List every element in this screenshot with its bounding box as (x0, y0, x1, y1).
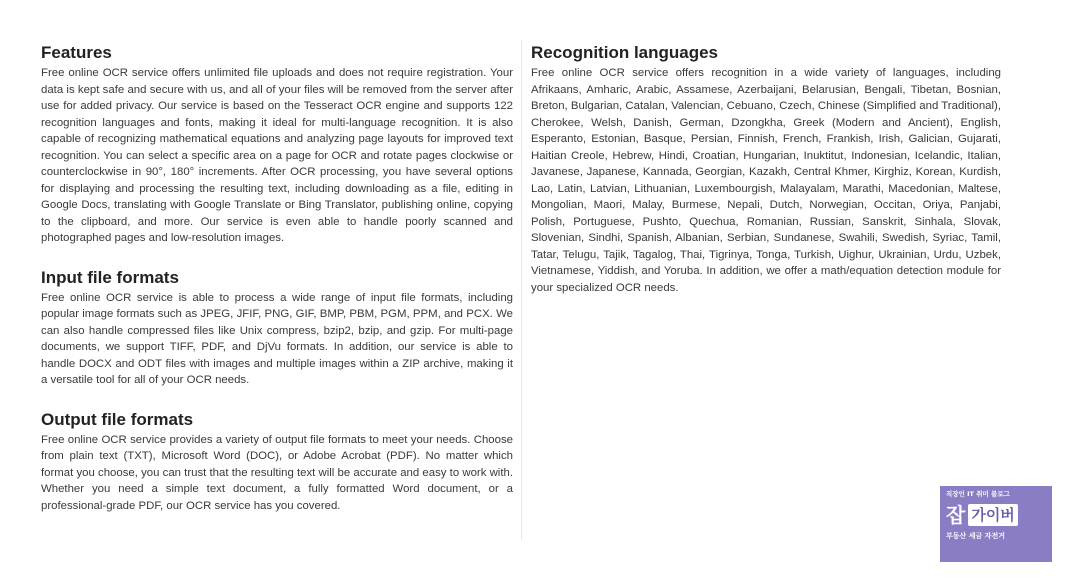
features-section (41, 42, 513, 247)
output-formats-section (41, 409, 513, 515)
output-formats-heading: Output file formats (41, 409, 194, 429)
input-formats-text: Free online OCR service is able to process a wide range of input file formats, including popular image formats such as JPEG, JFIF, PNG, GIF, BMP, PBM, PGM, PPM, and PCX. We can also handle compressed files like Unix compress, bzip2, bzip, and gzip. For multi-page documents, we support TIFF, PDF, and DjVu formats. In addition, our service is able to handle DOCX and ODT files with images and multiple images within a ZIP archive, making it a versatile tool for all of your OCR needs. (41, 291, 513, 386)
left-column (41, 42, 513, 534)
input-formats-heading: Input file formats (41, 267, 179, 287)
recognition-languages-text: Free online OCR service offers recognition in a wide variety of languages, including Afrikaans, Amharic, Arabic, Assamese, Azerbaijani, Belarusian, Bengali, Tibetan, Bosnian, Breton, Bulgarian, Catalan, Valencian, Cebuano, Czech, Chinese (Simplified and Traditional), Cherokee, Welsh, Danish, German, Dzongkha, Greek (Modern and Ancient), English, Esperanto, Estonian, Basque, Persian, Finnish, French, Frankish, Irish, Galician, Gujarati, Haitian Creole, Hebrew, Hindi, Croatian, Hungarian, Inuktitut, Indonesian, Icelandic, Italian, Javanese, Japanese, Kannada, Georgian, Kazakh, Central Khmer, Kirghiz, Korean, Kurdish, Lao, Latin, Latvian, Lithuanian, Luxembourgish, Malayalam, Marathi, Macedonian, Maltese, Mongolian, Maori, Malay, Burmese, Nepali, Dutch, Norwegian, Occitan, Oriya, Panjabi, Polish, Portuguese, Pushto, Quechua, Romanian, Russian, Sanskrit, Sinhala, Slovak, Slovenian, Sindhi, Spanish, Albanian, Serbian, Sundanese, Swahili, Swedish, Syriac, Tamil, Tatar, Telugu, Tajik, Tagalog, Thai, Tigrinya, Tonga, Turkish, Uighur, Ukrainian, Urdu, Uzbek, Vietnamese, Yiddish, and Yoruba. In addition, we offer a math/equation detection module for your specialized OCR needs. (531, 67, 1001, 294)
watermark-box-text: 가이버 (968, 504, 1017, 526)
watermark-mid (946, 502, 1046, 528)
blog-watermark-logo (940, 486, 1052, 562)
column-divider (521, 40, 522, 540)
features-heading: Features (41, 43, 112, 62)
watermark-big-char: 잡 (946, 503, 965, 527)
features-text: Free online OCR service offers unlimited file uploads and does not require registration. Your data is kept safe and secure with us, and all of your files will be removed from the server after use for added privacy. Our service is based on the Tesseract OCR engine and supports 122 recognition languages and fonts, making it ideal for multi-language recognition. It is also capable of recognizing mathematical equations and analyzing page layouts for improved text recognition. You can select a specific area on a page for OCR and rotate pages clockwise or counterclockwise in 90°, 180° increments. After OCR processing, you have several options for displaying and processing the resulting text, including downloading as a file, editing in Google Docs, translating with Google Translate or Bing Translator, publishing online, copying to the clipboard, and more. Our service is even able to handle poorly scanned and photographed pages and low-resolution images. (41, 67, 513, 244)
watermark-bottom-text: 부동산 세금 자전거 (946, 532, 1005, 540)
output-formats-text: Free online OCR service provides a variety of output file formats to meet your needs. Choose from plain text (TXT), Microsoft Word (DOC), or Adobe Acrobat (PDF). No matter which format you choose, you can trust that the resulting text will be accurate and easy to work with. Whether you need a simple text document, a fully formatted Word document, or a professional-grade PDF, our OCR service has you covered. (41, 433, 513, 512)
watermark-top-text: 직장인 IT 취미 블로그 (946, 490, 1010, 498)
input-formats-section (41, 267, 513, 389)
recognition-languages-section (531, 42, 1001, 296)
recognition-languages-heading: Recognition languages (531, 43, 719, 62)
right-column (531, 42, 1001, 316)
